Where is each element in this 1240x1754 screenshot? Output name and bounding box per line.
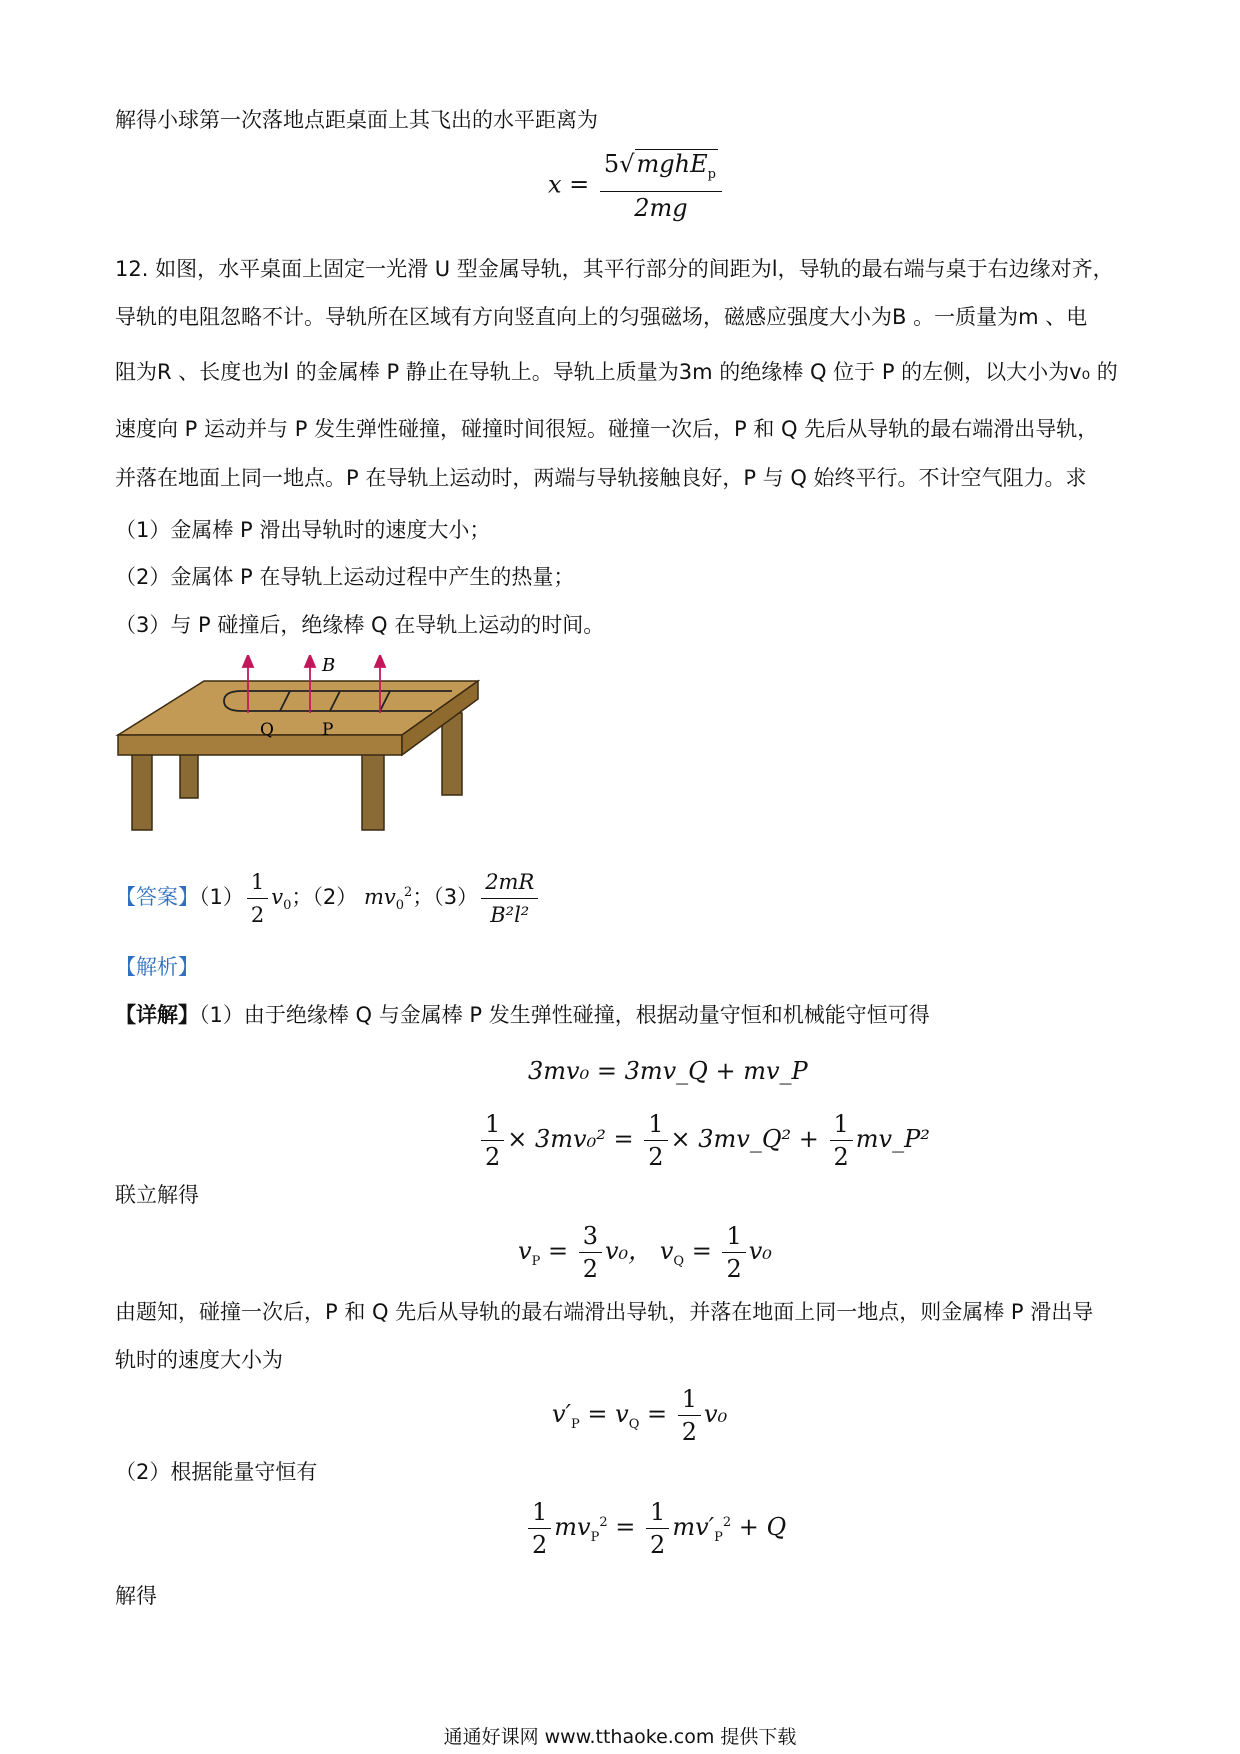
eq2-half-num-2: 1	[644, 1110, 667, 1141]
part2-line: （2）根据能量守恒有	[115, 1460, 318, 1484]
eq3-vq: v	[659, 1237, 674, 1265]
eq5-b-sup: 2	[722, 1515, 732, 1530]
answer-p1-num: 1	[247, 868, 268, 899]
subquestion-3: （3）与 P 碰撞后，绝缘棒 Q 在导轨上运动的时间。	[115, 613, 605, 637]
answer-p3: ；（3）	[412, 885, 479, 909]
equation-energy	[478, 1110, 930, 1171]
eq3-eq2: =	[691, 1237, 712, 1265]
youti-line-1: 由题知，碰撞一次后，P 和 Q 先后从导轨的最右端滑出导轨，并落在地面上同一地点，则金属棒 P 滑出导	[115, 1300, 1094, 1324]
eq2-half-den-2: 2	[648, 1143, 664, 1171]
eq5-b-sub: P	[714, 1529, 723, 1545]
detail-text: （1）由于绝缘棒 Q 与金属棒 P 发生弹性碰撞，根据动量守恒和机械能守恒可得	[199, 1003, 930, 1027]
lianli-line: 联立解得	[115, 1183, 199, 1207]
eq4-eq: =	[647, 1400, 668, 1428]
eq3-vp-sub: P	[531, 1253, 541, 1269]
analysis-tag: 【解析】	[115, 955, 199, 979]
equation-momentum: 3mv₀ = 3mv_Q + mv_P	[528, 1057, 808, 1085]
eq4-mid: = v	[587, 1400, 629, 1428]
answer-p3-num: 2mR	[481, 868, 538, 899]
answer-p1-sub: 0	[283, 898, 292, 914]
question-line-3: 阻为R 、长度也为l 的金属棒 P 静止在导轨上。导轨上质量为3m 的绝缘棒 Q 位于 P 的左侧，以大小为v₀ 的	[115, 360, 1118, 384]
subquestion-1: （1）金属棒 P 滑出导轨时的速度大小；	[115, 518, 491, 542]
answer-p1-v: v	[271, 885, 284, 909]
eq0-denominator: 2mg	[634, 193, 688, 222]
eq3-v0b: v₀	[748, 1237, 772, 1265]
question-line-1: 12. 如图，水平桌面上固定一光滑 U 型金属导轨，其平行部分的间距为l，导轨的最右端与桌于右边缘对齐，	[115, 257, 1114, 281]
eq3-vq-sub: Q	[673, 1253, 685, 1269]
eq4-n: 1	[678, 1385, 701, 1416]
eq3-n3: 3	[579, 1222, 602, 1253]
eq3-n1: 1	[722, 1222, 745, 1253]
label-b: B	[322, 655, 336, 676]
eq5-a-sup: 2	[599, 1515, 608, 1530]
answer-p2: ；（2）	[291, 885, 358, 909]
eq5-n2: 1	[646, 1498, 669, 1529]
intro-line: 解得小球第一次落地点距桌面上其飞出的水平距离为	[115, 108, 598, 132]
answer-p2-expr: mv	[363, 885, 396, 909]
eq3-vp: v	[518, 1237, 532, 1265]
answer-line	[115, 868, 541, 929]
eq5-tail: + Q	[738, 1513, 787, 1541]
eq4-d: 2	[681, 1418, 698, 1446]
answer-p1-den: 2	[250, 903, 265, 927]
eq2-half-num-3: 1	[830, 1110, 853, 1141]
answer-tag: 【答案】	[115, 885, 199, 909]
eq4-mid-sub: Q	[628, 1416, 640, 1432]
eq0-lhs: x =	[548, 170, 590, 199]
eq5-a-sub: P	[590, 1529, 600, 1545]
equation-x	[548, 150, 725, 222]
eq5-b: mv′	[672, 1513, 715, 1541]
subquestion-2: （2）金属体 P 在导轨上运动过程中产生的热量；	[115, 565, 575, 589]
table-rail-figure	[112, 655, 492, 835]
question-line-5: 并落在地面上同一地点。P 在导轨上运动时，两端与导轨接触良好，P 与 Q 始终平行。不计空气阻力。求	[115, 466, 1087, 490]
youti-line-2: 轨时的速度大小为	[115, 1348, 283, 1372]
detail-line	[115, 1003, 1130, 1027]
eq5-d2: 2	[650, 1531, 666, 1559]
answer-p3-den: B²l²	[490, 903, 530, 927]
eq4-lhs: v′	[552, 1400, 572, 1428]
eq5-d: 2	[532, 1531, 548, 1559]
label-p: P	[322, 720, 334, 740]
answer-p2-sup: 2	[404, 885, 413, 900]
page-footer: 通通好课网 www.tthaoke.com 提供下载	[443, 1726, 797, 1748]
eq0-fraction: $\frac{5√mghE_p}{2mg}$	[600, 150, 722, 222]
eq4-lhs-sub: P	[571, 1416, 580, 1432]
eq2-half-den: 2	[485, 1143, 501, 1171]
answer-p1: （1）	[199, 885, 244, 909]
equation-exit-speed	[552, 1385, 727, 1446]
eq2-half-num: 1	[481, 1110, 504, 1141]
jiede-line: 解得	[115, 1584, 157, 1608]
eq2-half-den-3: 2	[833, 1143, 849, 1171]
detail-tag: 【详解】	[115, 1003, 199, 1027]
eq2-part-c: mv_P²	[855, 1125, 930, 1153]
label-q: Q	[260, 720, 274, 740]
answer-p2-sub: 0	[395, 898, 405, 914]
eq5-eq: =	[615, 1513, 636, 1541]
eq5-n: 1	[528, 1498, 551, 1529]
eq0-radicand: mghE	[636, 150, 708, 178]
eq0-coef: 5	[603, 150, 620, 178]
eq3-eq: =	[547, 1237, 569, 1265]
eq3-d2: 2	[582, 1255, 598, 1283]
eq0-sub: p	[707, 166, 716, 182]
eq3-d2b: 2	[726, 1255, 742, 1283]
eq5-a: mv	[554, 1513, 591, 1541]
equation-velocities	[518, 1222, 772, 1283]
eq2-part-b: × 3mv_Q² +	[670, 1125, 819, 1153]
question-line-4: 速度向 P 运动并与 P 发生弹性碰撞，碰撞时间很短。碰撞一次后，P 和 Q 先后从导轨的最右端滑出导轨，	[115, 417, 1099, 441]
eq3-v0a: v₀，	[604, 1237, 653, 1265]
eq4-tail: v₀	[704, 1400, 728, 1428]
equation-heat	[525, 1498, 786, 1559]
eq2-part-a: × 3mv₀² =	[507, 1125, 634, 1153]
question-line-2: 导轨的电阻忽略不计。导轨所在区域有方向竖直向上的匀强磁场，磁感应强度大小为B 。一质量为m 、电	[115, 305, 1088, 329]
